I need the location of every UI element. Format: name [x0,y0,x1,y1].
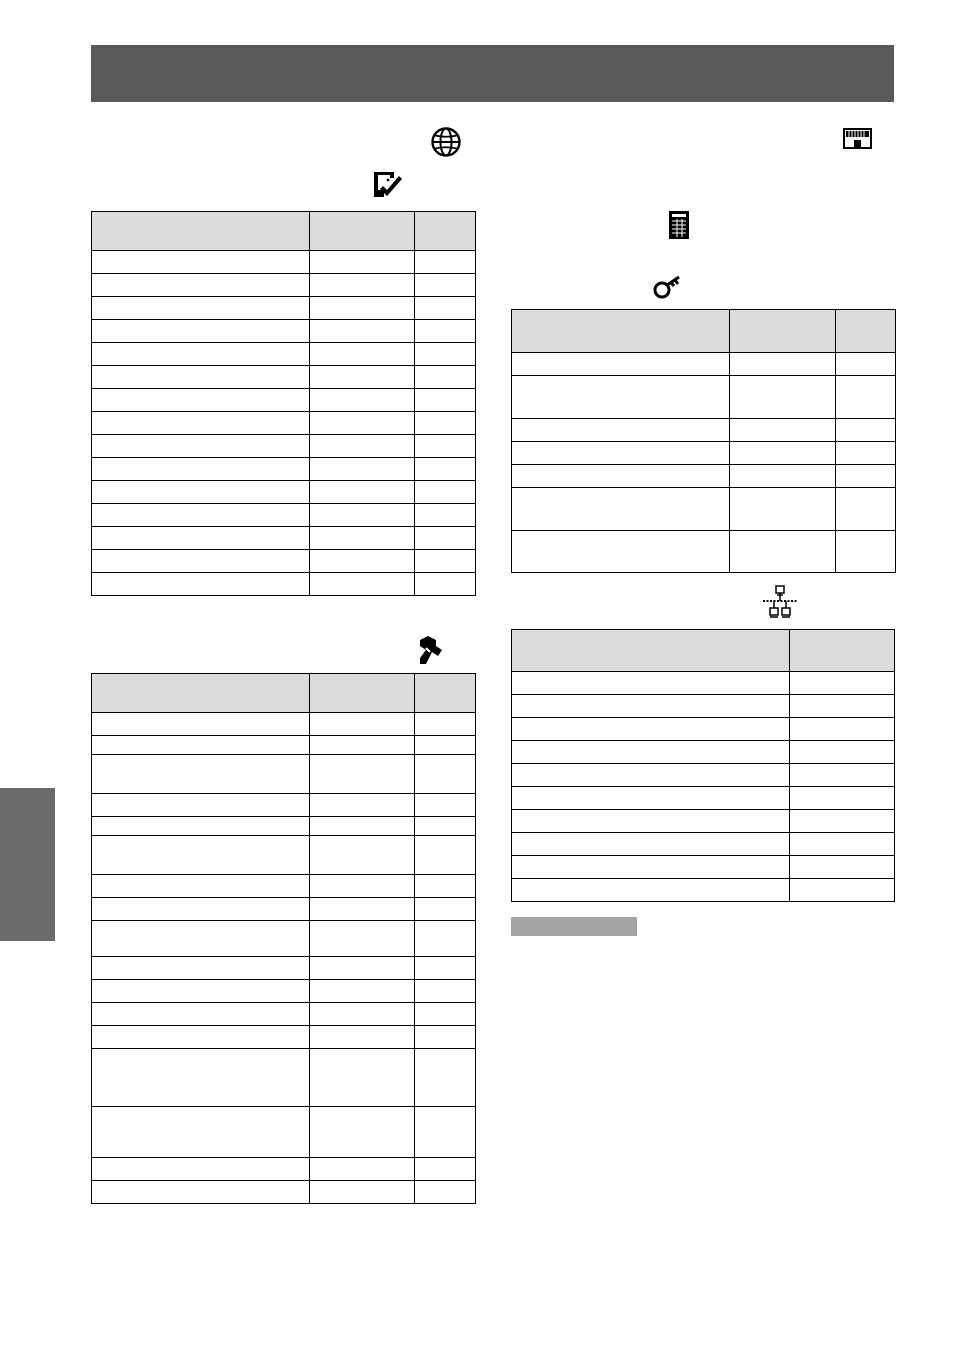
table-row [92,573,476,596]
table-row [512,787,895,810]
table-row [92,1107,476,1158]
table-row [92,297,476,320]
table-row [92,343,476,366]
test-pattern-icon [843,128,872,149]
table-row [512,718,895,741]
table-row [92,550,476,573]
table-row [92,1003,476,1026]
table-row [512,376,896,419]
table-row [92,875,476,898]
globe-icon [430,126,462,158]
table-row [512,879,895,902]
table-row [92,794,476,817]
table-row [92,274,476,297]
table-row [92,320,476,343]
table-header-row [512,310,896,353]
side-tab [0,788,55,941]
table-header-row [92,674,476,713]
table-row [512,442,896,465]
table-header-row [512,630,895,672]
table-row [512,531,896,573]
table-row [92,389,476,412]
table-row [92,458,476,481]
table-row [512,672,895,695]
table-row [92,412,476,435]
table-row [92,504,476,527]
table-row [92,527,476,550]
table-row [92,736,476,755]
table-row [92,980,476,1003]
table-row [92,755,476,794]
signal-list-icon [668,210,690,240]
table-row [512,833,895,856]
table-row [92,713,476,736]
key-icon [653,275,687,301]
note-tag [511,917,637,936]
network-icon [762,585,798,619]
table-header-row [92,212,476,251]
table-row [512,741,895,764]
table-row [92,921,476,957]
table-row [92,898,476,921]
table-row [92,481,476,504]
table-row [512,856,895,879]
network-table [511,629,895,902]
table-row [512,810,895,833]
table-row [512,419,896,442]
page-header-bar [91,45,894,102]
table-row [512,353,896,376]
security-table [511,309,896,573]
table-row [512,465,896,488]
table-row [92,1026,476,1049]
table-row [92,1181,476,1204]
table-row [92,251,476,274]
option-table [91,673,476,1204]
table-row [512,488,896,531]
table-row [92,1158,476,1181]
table-row [92,1049,476,1107]
projector-setup-icon [372,170,404,200]
table-row [92,817,476,836]
wrench-option-icon [416,634,444,666]
table-row [92,836,476,875]
table-row [512,695,895,718]
projector-setup-table [91,211,476,596]
table-row [92,435,476,458]
table-row [92,366,476,389]
table-row [92,957,476,980]
table-row [512,764,895,787]
